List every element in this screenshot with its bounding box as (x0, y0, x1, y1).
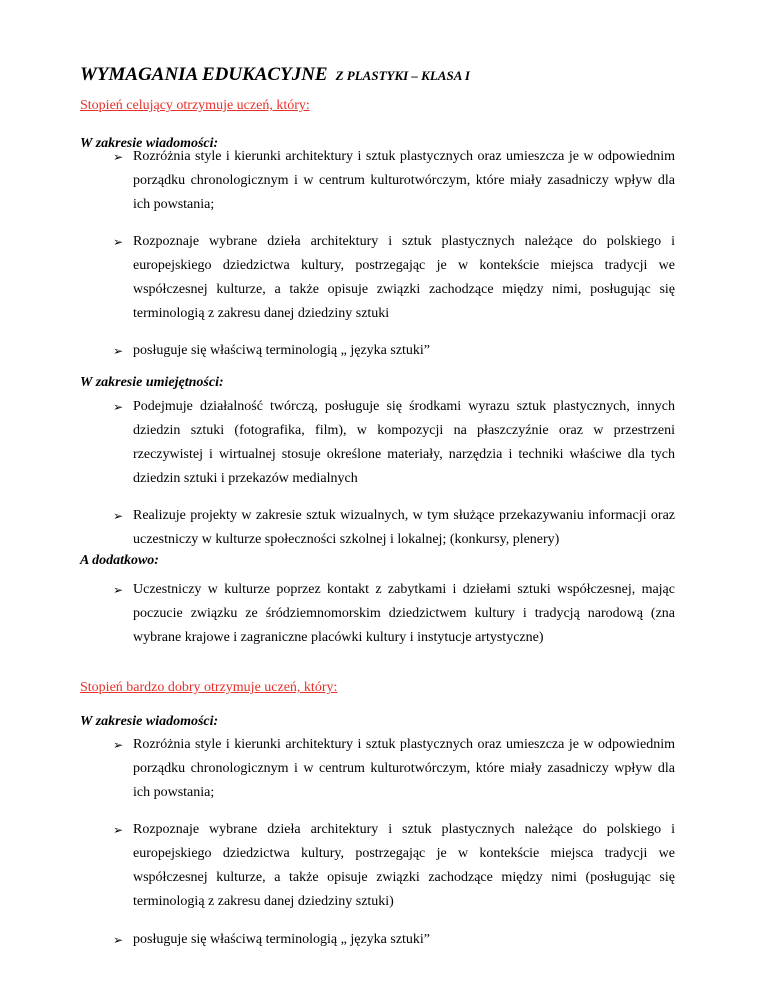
list-item-text: Rozpoznaje wybrane dzieła architektury i sztuk plastycznych należące do polskiego i europejskiego dziedzictwa kultury, postrzegając je w kontekście miejsca tradycji we współczesnej kulturze, a także opisuje związki zachodzące między nimi (posługując się terminologią z zakresu danej dziedziny sztuki) (133, 822, 675, 909)
title-main: WYMAGANIA EDUKACYJNE (80, 64, 328, 85)
arrow-bullet-icon: ➢ (113, 344, 124, 358)
group-heading: W zakresie umiejętności: (80, 375, 224, 390)
list-item-text: Rozróżnia style i kierunki architektury i sztuk plastycznych oraz umieszcza je w odpowiednim porządku chronologicznym i w centrum kulturotwórczym, które miały zasadniczy wpływ dla ich powstania; (133, 149, 675, 212)
group-heading: A dodatkowo: (80, 553, 159, 568)
group-heading: W zakresie wiadomości: (80, 136, 219, 151)
arrow-bullet-icon: ➢ (113, 738, 124, 752)
arrow-bullet-icon: ➢ (113, 509, 124, 523)
list-item-text: Uczestniczy w kulturze poprzez kontakt z zabytkami i dziełami sztuki współczesnej, mając poczucie związku ze śródziemnomorskim dziedzictwem kultury i tradycją narodową (zna wybrane krajowe i zagraniczne placówki kultury i instytucje artystyczne) (133, 582, 675, 645)
arrow-bullet-icon: ➢ (113, 150, 124, 164)
list-item-text: Rozpoznaje wybrane dzieła architektury i sztuk plastycznych należące do polskiego i europejskiego dziedzictwa kultury, postrzegając je w kontekście miejsca tradycji we współczesnej kulturze, a także opisuje związki zachodzące między nimi, posługując się terminologią z zakresu danej dziedziny sztuki (133, 234, 675, 321)
list-item-text: posługuje się właściwą terminologią „ języka sztuki” (133, 932, 431, 947)
arrow-bullet-icon: ➢ (113, 933, 124, 947)
page-title (80, 56, 470, 89)
arrow-bullet-icon: ➢ (113, 400, 124, 414)
arrow-bullet-icon: ➢ (113, 823, 124, 837)
list-item-text: posługuje się właściwą terminologią „ języka sztuki” (133, 343, 431, 358)
title-sub: Z PLASTYKI – KLASA I (335, 68, 470, 83)
grade-heading-bardzo-dobry: Stopień bardzo dobry otrzymuje uczeń, który: (80, 680, 338, 695)
list-item-text: Rozróżnia style i kierunki architektury i sztuk plastycznych oraz umieszcza je w odpowiednim porządku chronologicznym i w centrum kulturotwórczym, które miały zasadniczy wpływ dla ich powstania; (133, 737, 675, 800)
grade-heading-celujacy: Stopień celujący otrzymuje uczeń, który: (80, 98, 310, 113)
arrow-bullet-icon: ➢ (113, 235, 124, 249)
group-heading: W zakresie wiadomości: (80, 714, 219, 729)
list-item-text: Podejmuje działalność twórczą, posługuje się środkami wyrazu sztuk plastycznych, innych dziedzin sztuki (fotografika, film), w kompozycji na płaszczyźnie oraz w przestrzeni rzeczywistej i wirtualnej stosuje określone materiały, narzędzia i techniki właściwe dla tych dziedzin sztuki i przekazów medialnych (133, 399, 675, 486)
arrow-bullet-icon: ➢ (113, 583, 124, 597)
list-item-text: Realizuje projekty w zakresie sztuk wizualnych, w tym służące przekazywaniu informacji oraz uczestniczy w kulturze społeczności szkolnej i lokalnej; (konkursy, plenery) (133, 508, 675, 547)
